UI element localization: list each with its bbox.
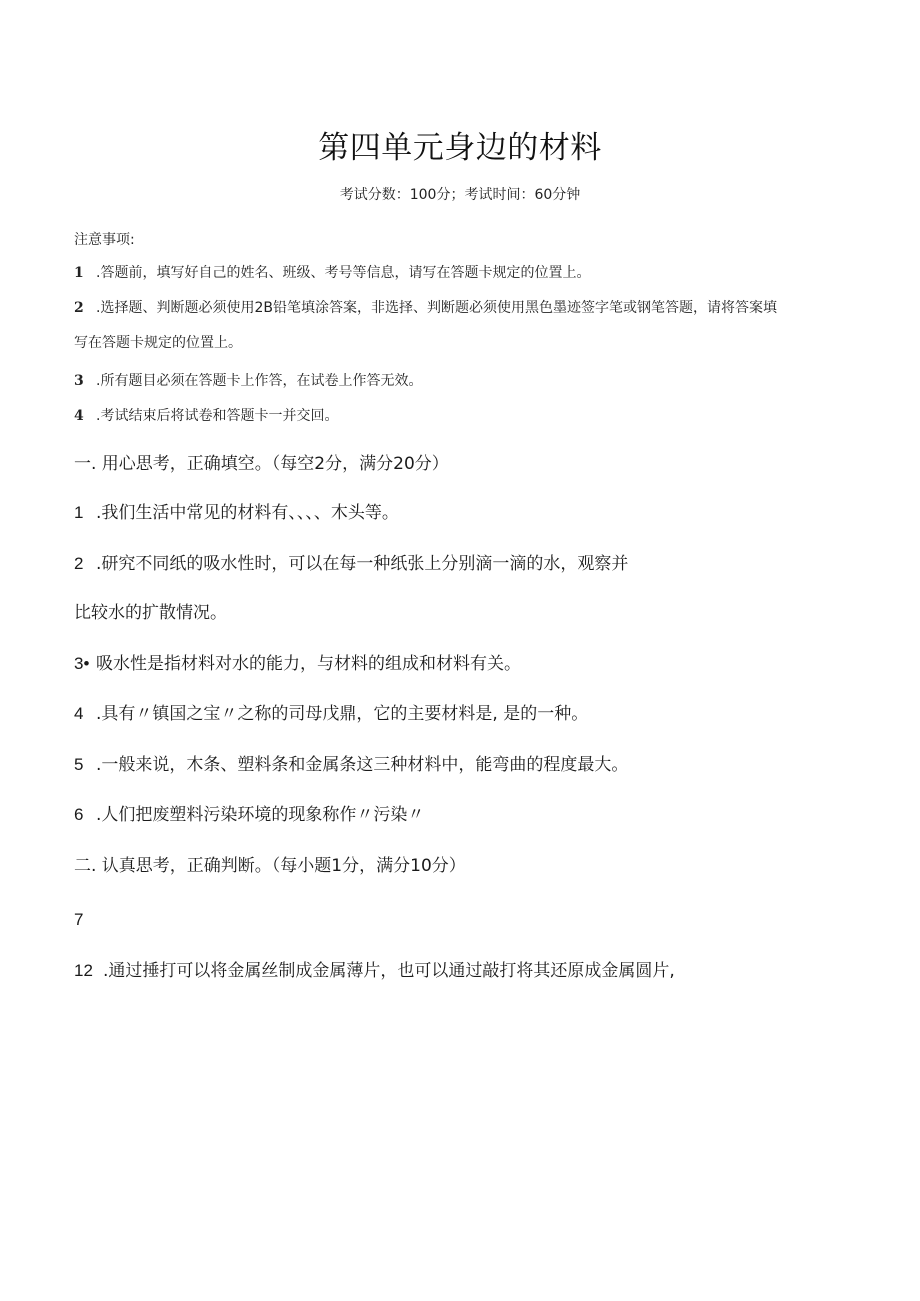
- question: [74, 551, 874, 577]
- notice-item: [74, 297, 854, 319]
- notice-number: 4: [74, 408, 84, 424]
- question: [74, 907, 874, 933]
- notice-heading: 注意事项:: [74, 232, 135, 248]
- notice-number: 1: [74, 265, 84, 281]
- question: [74, 701, 874, 727]
- question-number: 3•: [74, 654, 90, 673]
- question-number: 7: [74, 910, 84, 929]
- notice-text: .答题前，填写好自己的姓名、班级、考号等信息，请写在答题卡规定的位置上。: [96, 265, 591, 281]
- question-text: .一般来说，木条、塑料条和金属条这三种材料中，能弯曲的程度最大。: [96, 755, 629, 775]
- notice-item: [74, 262, 854, 284]
- notice-text: .所有题目必须在答题卡上作答，在试卷上作答无效。: [96, 373, 423, 389]
- question: [74, 651, 874, 677]
- question-text: 吸水性是指材料对水的能力，与材料的组成和材料有关。: [96, 654, 521, 674]
- question-number: 5: [74, 755, 84, 774]
- notice-item: [74, 370, 854, 392]
- notice-text: .考试结束后将试卷和答题卡一并交回。: [96, 408, 339, 424]
- question-number: 1: [74, 503, 84, 522]
- question-number: 4: [74, 704, 84, 723]
- question: [74, 500, 874, 526]
- notice-number: 2: [74, 300, 84, 316]
- question-text: .通过捶打可以将金属丝制成金属薄片，也可以通过敲打将其还原成金属圆片,: [103, 961, 675, 981]
- question-text: .研究不同纸的吸水性时，可以在每一种纸张上分别滴一滴的水，观察并: [96, 554, 629, 574]
- question-text: .我们生活中常见的材料有、、、、木头等。: [96, 503, 399, 523]
- question: [74, 958, 874, 984]
- question-text: .人们把废塑料污染环境的现象称作〃污染〃: [96, 805, 425, 825]
- notice-text: .选择题、判断题必须使用2B铅笔填涂答案，非选择、判断题必须使用黑色墨迹签字笔或钢笔答题，请将答案填: [96, 300, 777, 316]
- notice-number: 3: [74, 373, 84, 389]
- question-text: .具有〃镇国之宝〃之称的司母戊鼎，它的主要材料是, 是的一种。: [96, 704, 589, 724]
- question-number: 2: [74, 554, 84, 573]
- exam-info: 考试分数：100分；考试时间：60分钟: [339, 187, 581, 203]
- notice-text-continued: 写在答题卡规定的位置上。: [74, 335, 242, 351]
- question-number: 12: [74, 961, 93, 980]
- section-heading: 一. 用心思考，正确填空。（每空2分，满分20分）: [74, 454, 449, 474]
- question-number: 6: [74, 805, 84, 824]
- question: [74, 802, 874, 828]
- question-continued: 比较水的扩散情况。: [74, 603, 227, 623]
- question: [74, 752, 874, 778]
- page-title: 第四单元身边的材料: [318, 130, 602, 166]
- notice-item: [74, 405, 854, 427]
- section-heading: 二. 认真思考，正确判断。（每小题1分，满分10分）: [74, 856, 466, 876]
